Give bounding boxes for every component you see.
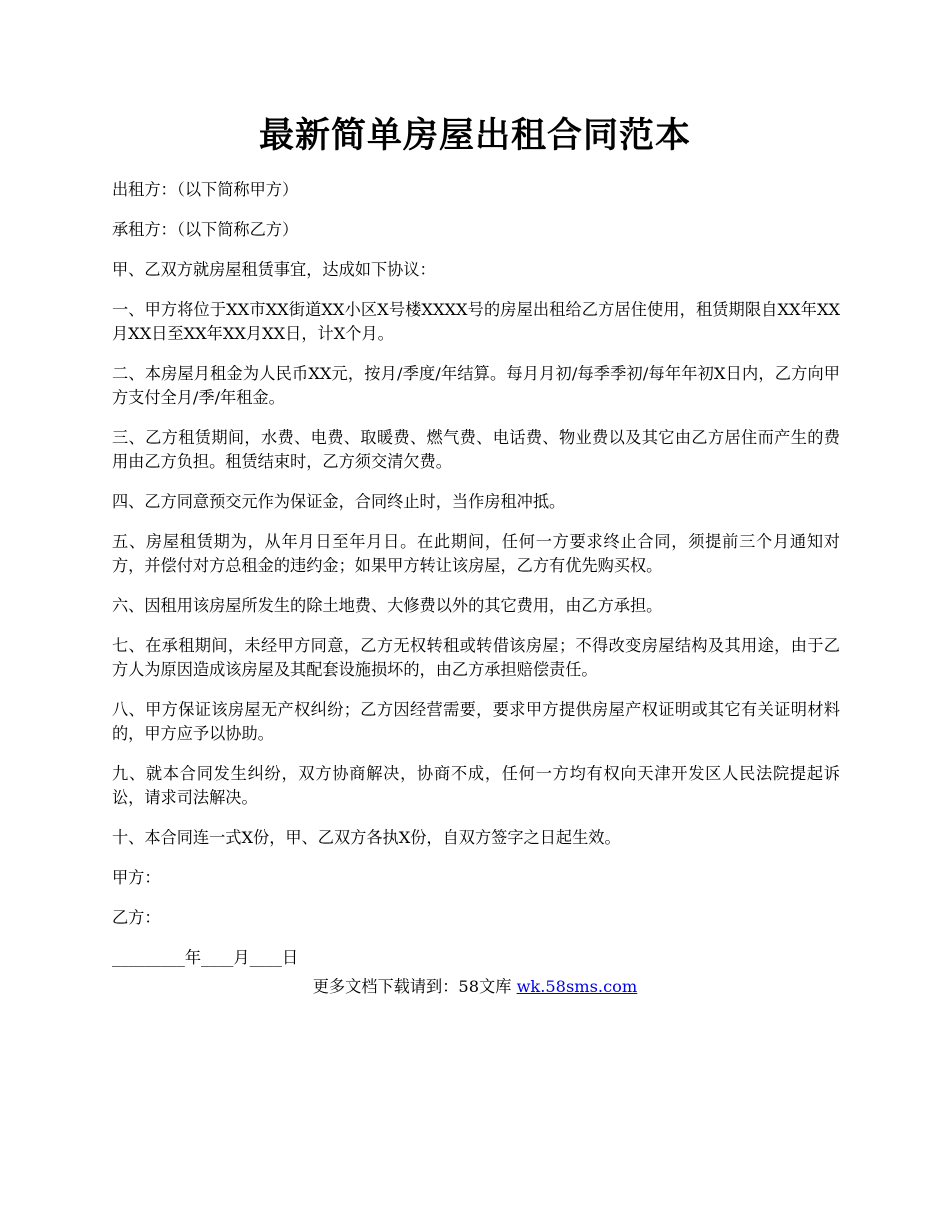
date-line: _________年____月____日	[112, 948, 299, 967]
clause-10: 十、本合同连一式X份，甲、乙双方各执X份，自双方签字之日起生效。	[112, 828, 621, 847]
clause-2: 二、本房屋月租金为人民币XX元，按月/季度/年结算。每月月初/每季季初/每年年初X日内，乙方向甲方支付全月/季/年租金。	[112, 364, 840, 407]
clause-6: 六、因租用该房屋所发生的除土地费、大修费以外的其它费用，由乙方承担。	[112, 596, 663, 615]
document-title: 最新简单房屋出租合同范本	[258, 115, 691, 156]
footer	[0, 975, 950, 999]
document-body	[112, 178, 840, 986]
clause-7: 七、在承租期间，未经甲方同意，乙方无权转租或转借该房屋；不得改变房屋结构及其用途，由于乙方人为原因造成该房屋及其配套设施损坏的，由乙方承担赔偿责任。	[112, 636, 840, 679]
clause-9: 九、就本合同发生纠纷，双方协商解决，协商不成，任何一方均有权向天津开发区人民法院提起诉讼，请求司法解决。	[112, 764, 840, 807]
party-a-signature: 甲方：	[112, 868, 161, 887]
clause-8: 八、甲方保证该房屋无产权纠纷；乙方因经营需要，要求甲方提供房屋产权证明或其它有关证明材料的，甲方应予以协助。	[112, 700, 840, 743]
footer-link[interactable]: wk.58sms.com	[516, 977, 638, 996]
party-b-signature: 乙方：	[112, 908, 161, 927]
clause-5: 五、房屋租赁期为，从年月日至年月日。在此期间，任何一方要求终止合同，须提前三个月通知对方，并偿付对方总租金的违约金；如果甲方转让该房屋，乙方有优先购买权。	[112, 532, 840, 575]
clause-1: 一、甲方将位于XX市XX街道XX小区X号楼XXXX号的房屋出租给乙方居住使用，租赁期限自XX年XX月XX日至XX年XX月XX日，计X个月。	[112, 300, 840, 343]
agreement-intro: 甲、乙双方就房屋租赁事宜，达成如下协议：	[112, 260, 436, 279]
clause-3: 三、乙方租赁期间，水费、电费、取暖费、燃气费、电话费、物业费以及其它由乙方居住而产生的费用由乙方负担。租赁结束时，乙方须交清欠费。	[112, 428, 840, 471]
lessor-line: 出租方：（以下简称甲方）	[112, 180, 299, 199]
footer-prefix: 更多文档下载请到：58文库	[312, 977, 517, 996]
clause-4: 四、乙方同意预交元作为保证金，合同终止时，当作房租冲抵。	[112, 492, 566, 511]
lessee-line: 承租方：（以下简称乙方）	[112, 220, 299, 239]
